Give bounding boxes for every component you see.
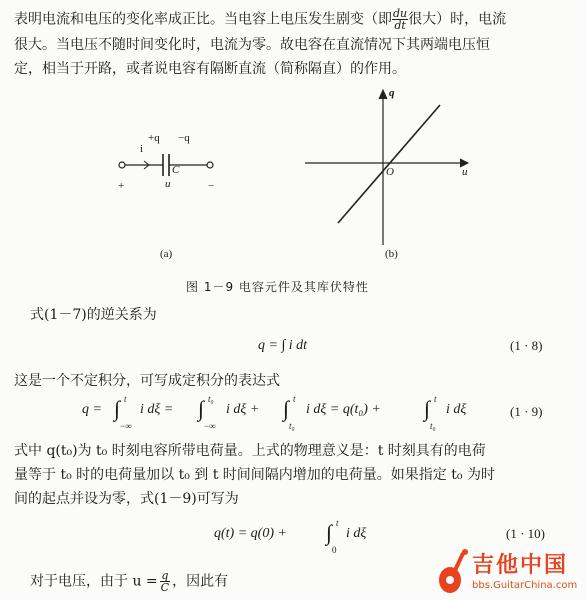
eq-lhs: q(t) = q(0) + bbox=[214, 526, 287, 541]
q-axis-label: q bbox=[389, 87, 395, 99]
integral-upper-limit: t₀ bbox=[208, 394, 214, 404]
fraction-denominator: C bbox=[160, 581, 170, 594]
eq-term: i dξ + bbox=[226, 402, 260, 417]
minus-q-label: −q bbox=[178, 132, 190, 144]
text-span: ，因此有 bbox=[172, 573, 229, 590]
equation-number: (1 · 8) bbox=[510, 338, 543, 353]
equation-1-8: q = ∫ i dt bbox=[258, 338, 308, 353]
fraction-denominator: dt bbox=[394, 19, 406, 32]
text-span: 表明电流和电压的变化率成正比。当电容上电压发生剧变（即 bbox=[14, 11, 392, 28]
subfigure-a-label: (a) bbox=[160, 248, 173, 260]
origin-label: O bbox=[386, 166, 394, 178]
paragraph-line: 量等于 t₀ 时的电荷量加以 t₀ 到 t 时间间隔内增加的电荷量。如果指定 t₀ 为时 bbox=[14, 467, 495, 483]
eq-term: i dξ bbox=[346, 526, 367, 541]
integral-sign: ∫ bbox=[283, 396, 290, 421]
paragraph-line: 很大。当电压不随时间变化时，电流为零。故电容在直流情况下其两端电压恒 bbox=[14, 37, 490, 53]
integral-lower-limit: t₀ bbox=[430, 421, 436, 431]
equation-number: (1 · 9) bbox=[510, 404, 543, 419]
eq-term: i dξ bbox=[446, 402, 467, 417]
integral-upper-limit: t bbox=[336, 518, 339, 528]
plus-q-label: +q bbox=[148, 132, 160, 144]
paragraph-line: 定，相当于开路，或者说电容有隔断直流（简称隔直）的作用。 bbox=[14, 61, 406, 77]
watermark-url: bbs.GuitarChina.com bbox=[472, 580, 578, 591]
minus-sign: − bbox=[208, 180, 215, 192]
paragraph-line: 式(1－7)的逆关系为 bbox=[30, 307, 157, 323]
integral-upper-limit: t bbox=[434, 394, 437, 404]
integral-upper-limit: t bbox=[293, 394, 296, 404]
fraction-numerator: q bbox=[161, 569, 169, 582]
paragraph-line bbox=[30, 570, 228, 593]
integral-lower-limit: t₀ bbox=[289, 421, 295, 431]
equation-number: (1 · 10) bbox=[506, 526, 545, 541]
q-axis-arrow-icon bbox=[379, 90, 387, 99]
eq-term: i dξ = bbox=[140, 402, 174, 417]
guitar-logo-icon bbox=[432, 548, 472, 596]
figure-caption: 图 1－9 电容元件及其库伏特性 bbox=[186, 280, 369, 294]
derivative-fraction bbox=[392, 8, 408, 31]
voltage-label: u bbox=[165, 178, 171, 190]
integral-lower-limit: 0 bbox=[332, 545, 337, 555]
integral-lower-limit: −∞ bbox=[204, 421, 216, 431]
integral-sign: ∫ bbox=[424, 396, 431, 421]
charge-over-capacitance-fraction bbox=[160, 570, 170, 593]
integral-upper-limit: t bbox=[124, 394, 127, 404]
text-span: 对于电压，由于 u = bbox=[30, 573, 158, 590]
integral-sign: ∫ bbox=[198, 396, 205, 421]
paragraph-line: 式中 q(t₀)为 t₀ 时刻电容所带电荷量。上式的物理意义是：t 时刻具有的电荷 bbox=[14, 443, 486, 459]
integral-sign: ∫ bbox=[326, 520, 333, 545]
eq-lhs: q = bbox=[82, 402, 102, 417]
fraction-numerator: du bbox=[393, 7, 408, 20]
current-label: i bbox=[140, 143, 144, 155]
paragraph-line: 这是一个不定积分，可写成定积分的表达式 bbox=[14, 373, 280, 389]
integral-lower-limit: −∞ bbox=[120, 421, 132, 431]
eq-term: i dξ = q(t₀) + bbox=[306, 402, 381, 417]
watermark-title: 吉他中国 bbox=[472, 553, 569, 578]
characteristic-line bbox=[338, 105, 440, 223]
subfigure-b-label: (b) bbox=[385, 248, 398, 260]
text-span: 很大）时，电流 bbox=[408, 11, 507, 28]
u-axis-label: u bbox=[462, 166, 468, 178]
capacitance-label: C bbox=[172, 164, 180, 176]
terminal-right bbox=[207, 162, 213, 168]
plus-sign: + bbox=[118, 180, 125, 192]
terminal-left bbox=[119, 162, 125, 168]
paragraph-line bbox=[14, 8, 506, 31]
paragraph-line: 间的起点并设为零，式(1－9)可写为 bbox=[14, 491, 239, 507]
integral-sign: ∫ bbox=[114, 396, 121, 421]
site-watermark bbox=[432, 548, 584, 598]
